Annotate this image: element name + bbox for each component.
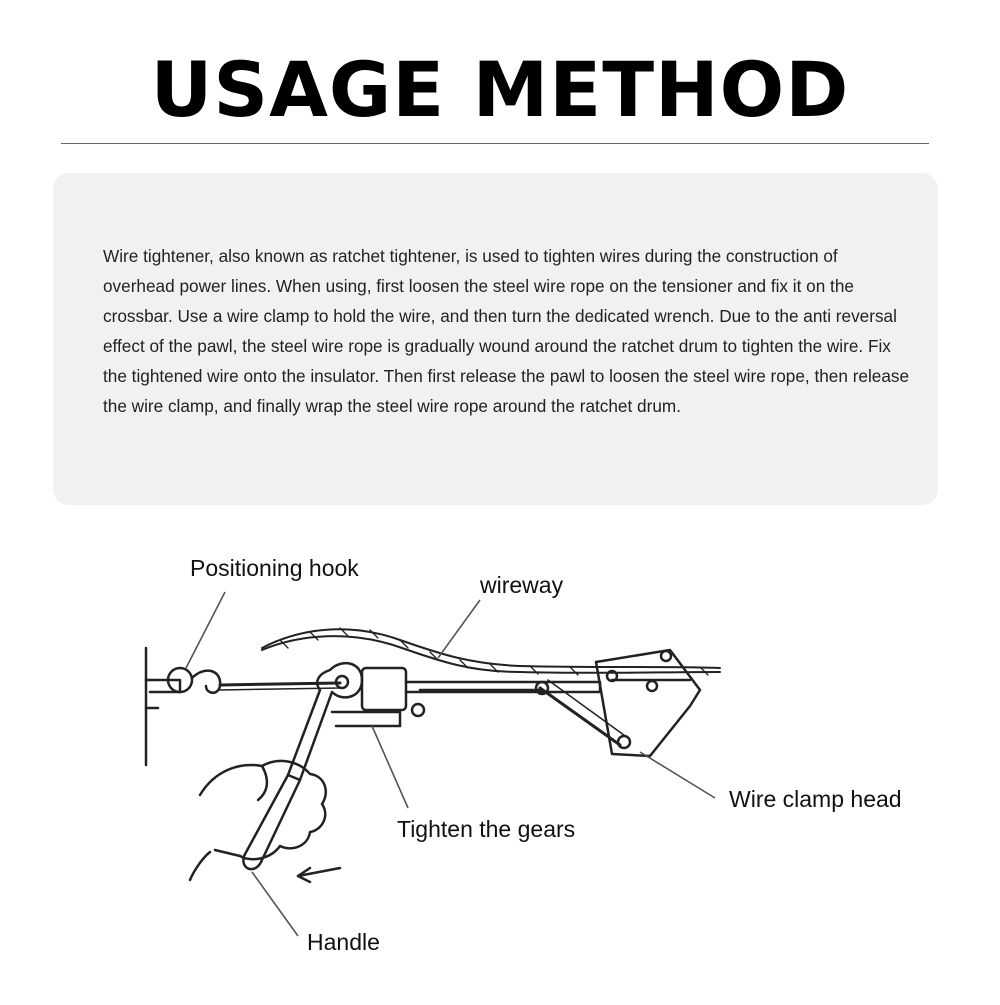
ratchet-drum <box>362 668 406 710</box>
title-divider <box>61 143 929 144</box>
leader-wire-clamp-head <box>640 752 715 798</box>
wrench <box>288 663 362 780</box>
leader-wireway <box>438 600 480 658</box>
label-tighten-gears: Tighten the gears <box>397 816 576 842</box>
description-panel <box>53 173 938 505</box>
gear-housing <box>332 712 400 726</box>
leader-tighten-gears <box>372 726 408 808</box>
leader-positioning-hook <box>186 592 225 668</box>
label-wireway: wireway <box>480 572 564 598</box>
label-wire-clamp-head: Wire clamp head <box>729 786 902 812</box>
gloved-hand <box>200 761 326 859</box>
steel-wire-rope <box>220 683 340 685</box>
positioning-hook <box>192 671 220 693</box>
tightener-illustration <box>0 530 1000 1000</box>
wireway-wire <box>262 629 720 668</box>
label-positioning-hook: Positioning hook <box>190 555 359 581</box>
tightener-diagram <box>0 530 1000 1000</box>
description-text: Wire tightener, also known as ratchet tightener, is used to tighten wires during the construction of overhead power lines. When using, first loosen the steel wire rope on the tensioner and fix it on the crossbar. Use a wire clamp to hold the wire, and then turn the dedicated wrench. Due to the anti reversal effect of the pawl, the steel wire rope is gradually wound around the ratchet drum to tighten the wire. Fix the tightened wire onto the insulator. Then first release the pawl to loosen the steel wire rope, then release the wire clamp, and finally wrap the steel wire rope around the ratchet drum. <box>103 246 910 416</box>
leader-handle <box>252 872 298 936</box>
label-handle: Handle <box>307 929 380 955</box>
page-title: USAGE METHOD <box>150 45 850 134</box>
